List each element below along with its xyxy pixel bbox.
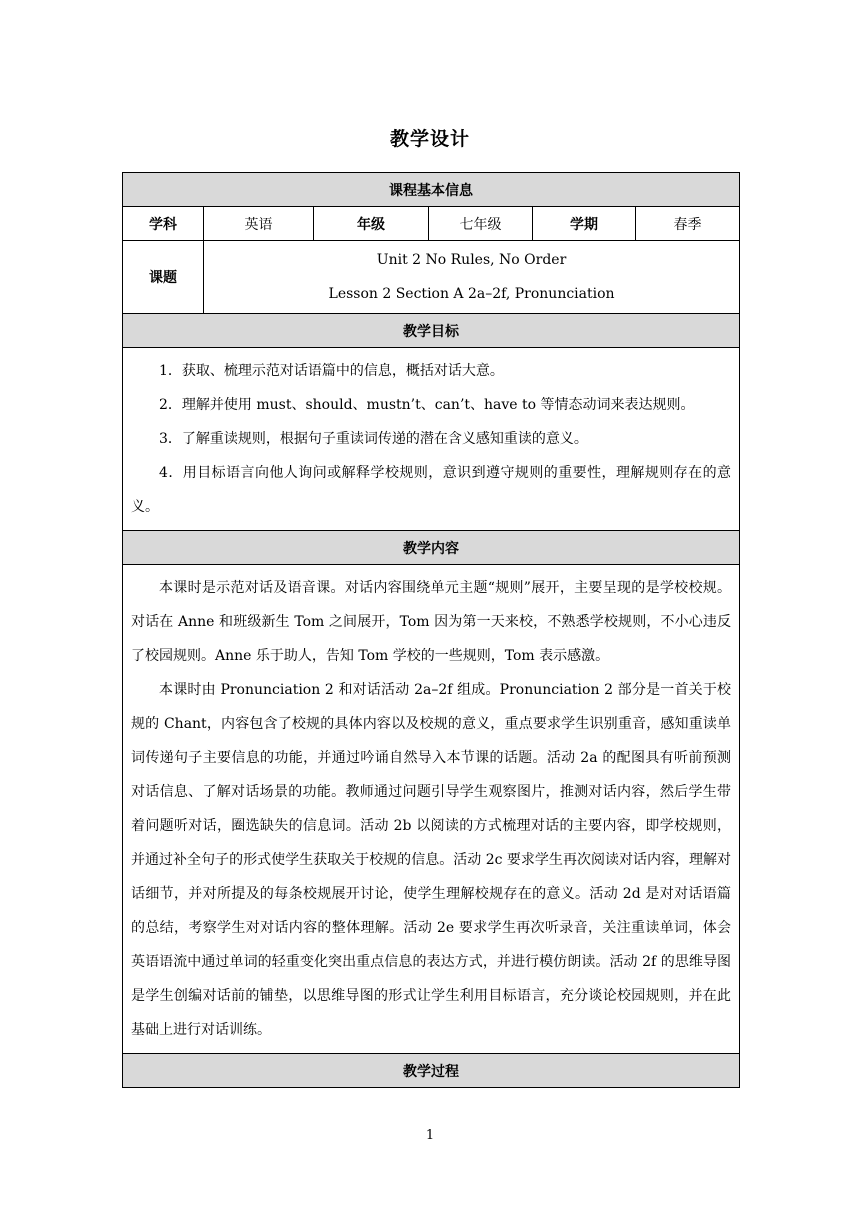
lesson-plan-table <box>122 172 740 1088</box>
page-number: 1 <box>425 1128 435 1143</box>
objectives-header: 教学目标 <box>123 314 740 348</box>
process-header: 教学过程 <box>123 1054 740 1088</box>
subject-value: 英语 <box>204 207 314 241</box>
grade-label: 年级 <box>314 207 429 241</box>
term-value: 春季 <box>636 207 740 241</box>
grade-value: 七年级 <box>429 207 533 241</box>
objective-item: 4．用目标语言向他人询问或解释学校规则，意识到遵守规则的重要性，理解规则存在的意义。 <box>131 465 732 515</box>
content-header: 教学内容 <box>123 531 740 565</box>
subject-label: 学科 <box>123 207 204 241</box>
content-paragraph: 本课时是示范对话及语音课。对话内容围绕单元主题“规则”展开，主要呈现的是学校校规。对话在 Anne 和班级新生 Tom 之间展开，Tom 因为第一天来校，不熟悉学校规则，不小心违反了校园规则。Anne 乐于助人，告知 Tom 学校的一些规则，Tom 表示感激。 <box>131 580 732 664</box>
objective-item: 3．了解重读规则，根据句子重读词传递的潜在含义感知重读的意义。 <box>159 431 588 447</box>
content-paragraph: 本课时由 Pronunciation 2 和对话活动 2a–2f 组成。Pronunciation 2 部分是一首关于校规的 Chant，内容包含了校规的具体内容以及校规的意义，重点要求学生识别重音，感知重读单词传递句子主要信息的功能，并通过吟诵自然导入本节课的话题。活动 2a 的配图具有听前预测对话信息、了解对话场景的功能。教师通过问题引导学生观察图片，推测对话内容，然后学生带着问题听对话，圈选缺失的信息词。活动 2b 以阅读的方式梳理对话的主要内容，即学校规则，并通过补全句子的形式使学生获取关于校规的信息。活动 2c 要求学生再次阅读对话内容，理解对话细节，并对所提及的每条校规展开讨论，使学生理解校规存在的意义。活动 2d 是对对话语篇的总结，考察学生对对话内容的整体理解。活动 2e 要求学生再次听录音，关注重读单词，体会英语语流中通过单词的轻重变化突出重点信息的表达方式，并进行模仿朗读。活动 2f 的思维导图是学生创编对话前的铺垫，以思维导图的形式让学生利用目标语言，充分谈论校园规则，并在此基础上进行对话训练。 <box>131 682 732 1038</box>
topic-value <box>204 241 740 314</box>
term-label: 学期 <box>533 207 636 241</box>
basic-info-row <box>123 207 740 241</box>
content-body <box>123 565 740 1054</box>
topic-label: 课题 <box>123 241 204 314</box>
objective-item: 1．获取、梳理示范对话语篇中的信息，概括对话大意。 <box>159 363 504 379</box>
topic-line-unit: Unit 2 No Rules, No Order <box>376 252 567 268</box>
topic-line-lesson: Lesson 2 Section A 2a–2f, Pronunciation <box>328 286 615 302</box>
basic-info-header: 课程基本信息 <box>123 173 740 207</box>
document-title: 教学设计 <box>389 128 470 150</box>
objectives-list <box>123 348 740 531</box>
topic-row <box>123 241 740 314</box>
objective-item: 2．理解并使用 must、should、mustn’t、can’t、have to 等情态动词来表达规则。 <box>159 397 695 413</box>
